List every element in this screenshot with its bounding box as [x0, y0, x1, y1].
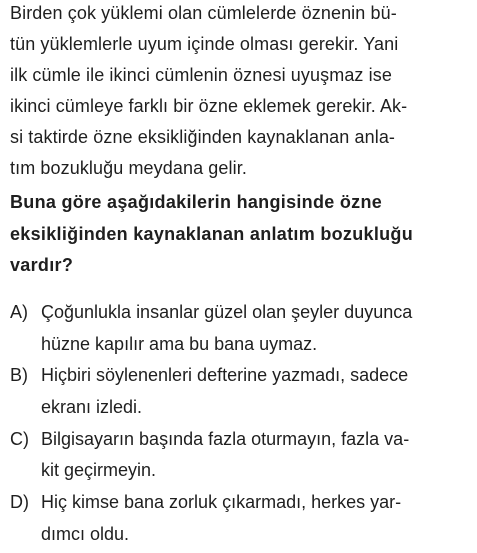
question-line: Buna göre aşağıdakilerin hangisinde özne [10, 192, 383, 212]
option-letter: B) [10, 365, 28, 385]
option-text-line: Bilgisayarın başında fazla oturmayın, fazla va- [41, 429, 410, 449]
option-text-line: kit geçirmeyin. [41, 460, 157, 480]
option-letter: C) [10, 429, 29, 449]
option-letter: A) [10, 302, 28, 322]
option-text-line: hüzne kapılır ama bu bana uymaz. [41, 334, 318, 354]
option-text-line: dımcı oldu. [41, 524, 130, 544]
option-text-line: Hiç kimse bana zorluk çıkarmadı, herkes yar- [41, 492, 402, 512]
passage-line: ilk cümle ile ikinci cümlenin öznesi uyuşmaz ise [10, 65, 392, 85]
question-line: eksikliğinden kaynaklanan anlatım bozukluğu [10, 224, 414, 244]
passage-line: tım bozukluğu meydana gelir. [10, 158, 247, 178]
option-text-line: Hiçbiri söylenenleri defterine yazmadı, sadece [41, 365, 409, 385]
passage-line: si taktirde özne eksikliğinden kaynaklanan anla- [10, 127, 396, 147]
passage-line: Birden çok yüklemi olan cümlelerde öznenin bü- [10, 3, 397, 23]
question-line: vardır? [10, 255, 74, 275]
option-text-line: Çoğunlukla insanlar güzel olan şeyler duyunca [41, 302, 413, 322]
option-text-line: ekranı izledi. [41, 397, 143, 417]
option-letter: D) [10, 492, 29, 512]
passage-line: tün yüklemlerle uyum içinde olması gerekir. Yani [10, 34, 399, 54]
passage-line: ikinci cümleye farklı bir özne eklemek gerekir. Ak- [10, 96, 408, 116]
